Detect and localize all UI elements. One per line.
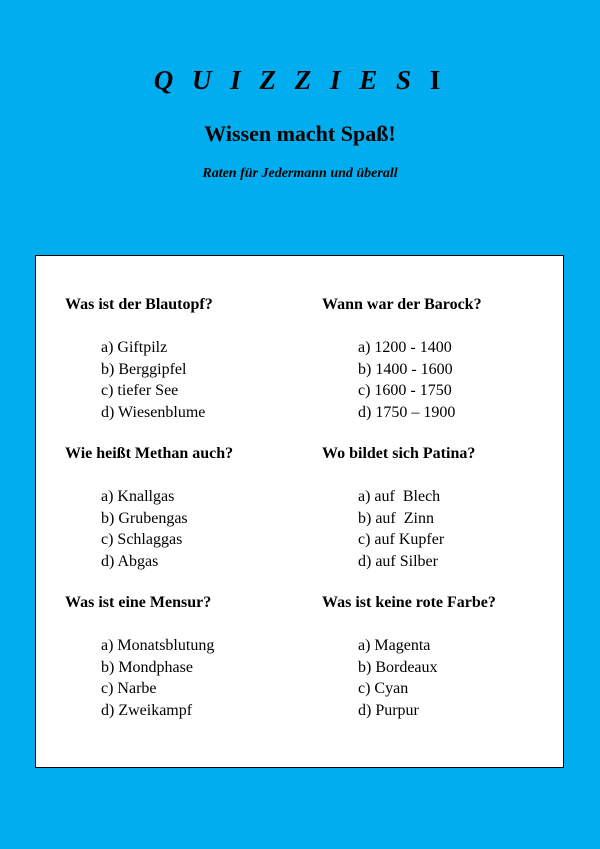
quiz-option: c) auf Kupfer bbox=[358, 531, 445, 548]
quiz-option: a) 1200 - 1400 bbox=[358, 339, 452, 356]
quiz-question: Wann war der Barock? bbox=[322, 296, 482, 313]
quiz-option: d) Abgas bbox=[101, 552, 159, 570]
quiz-item-patina bbox=[322, 444, 562, 572]
quiz-option: a) Giftpilz bbox=[101, 339, 168, 356]
quiz-options bbox=[101, 486, 305, 572]
quiz-item-rote-farbe bbox=[322, 593, 562, 721]
quiz-option: d) Zweikampf bbox=[101, 701, 193, 719]
page-subtitle: Wissen macht Spaß! bbox=[204, 121, 396, 146]
quiz-option: a) Knallgas bbox=[101, 488, 175, 505]
quiz-option: c) 1600 - 1750 bbox=[358, 382, 452, 399]
quiz-options bbox=[358, 486, 562, 572]
quiz-item-blautopf bbox=[65, 295, 305, 423]
quiz-option: d) Wiesenblume bbox=[101, 403, 206, 421]
quiz-options bbox=[101, 635, 305, 721]
quiz-option: c) Narbe bbox=[101, 680, 157, 697]
quiz-option: c) tiefer See bbox=[101, 382, 179, 399]
quiz-option: b) Mondphase bbox=[101, 658, 193, 676]
quiz-options bbox=[358, 337, 562, 423]
quiz-options bbox=[101, 337, 305, 423]
quiz-option: b) Bordeaux bbox=[358, 658, 438, 676]
page-title bbox=[0, 64, 600, 96]
quiz-question: Was ist eine Mensur? bbox=[65, 594, 212, 611]
title-numeral: I bbox=[429, 65, 447, 95]
quiz-option: b) Grubengas bbox=[101, 509, 188, 527]
quiz-option: c) Schlaggas bbox=[101, 531, 183, 548]
quiz-option: d) Purpur bbox=[358, 701, 419, 719]
quiz-option: a) Monatsblutung bbox=[101, 637, 215, 654]
quiz-question: Wo bildet sich Patina? bbox=[322, 445, 476, 462]
quiz-option: d) 1750 – 1900 bbox=[358, 403, 456, 421]
quiz-item-mensur bbox=[65, 593, 305, 721]
page-tagline: Raten für Jedermann und überall bbox=[202, 166, 398, 181]
quiz-option: a) Magenta bbox=[358, 637, 431, 654]
quiz-question: Wie heißt Methan auch? bbox=[65, 445, 234, 462]
quiz-option: b) Berggipfel bbox=[101, 360, 187, 378]
quiz-option: c) Cyan bbox=[358, 680, 409, 697]
quiz-option: b) 1400 - 1600 bbox=[358, 360, 453, 378]
quiz-option: b) auf Zinn bbox=[358, 509, 434, 527]
quiz-question: Was ist keine rote Farbe? bbox=[322, 594, 496, 611]
title-main: Q U I Z Z I E S bbox=[153, 65, 417, 95]
quiz-question: Was ist der Blautopf? bbox=[65, 296, 213, 313]
quiz-options bbox=[358, 635, 562, 721]
quiz-option: a) auf Blech bbox=[358, 488, 441, 505]
quiz-option: d) auf Silber bbox=[358, 552, 438, 570]
quiz-item-methan bbox=[65, 444, 305, 572]
quiz-item-barock bbox=[322, 295, 562, 423]
quiz-card bbox=[35, 255, 564, 768]
